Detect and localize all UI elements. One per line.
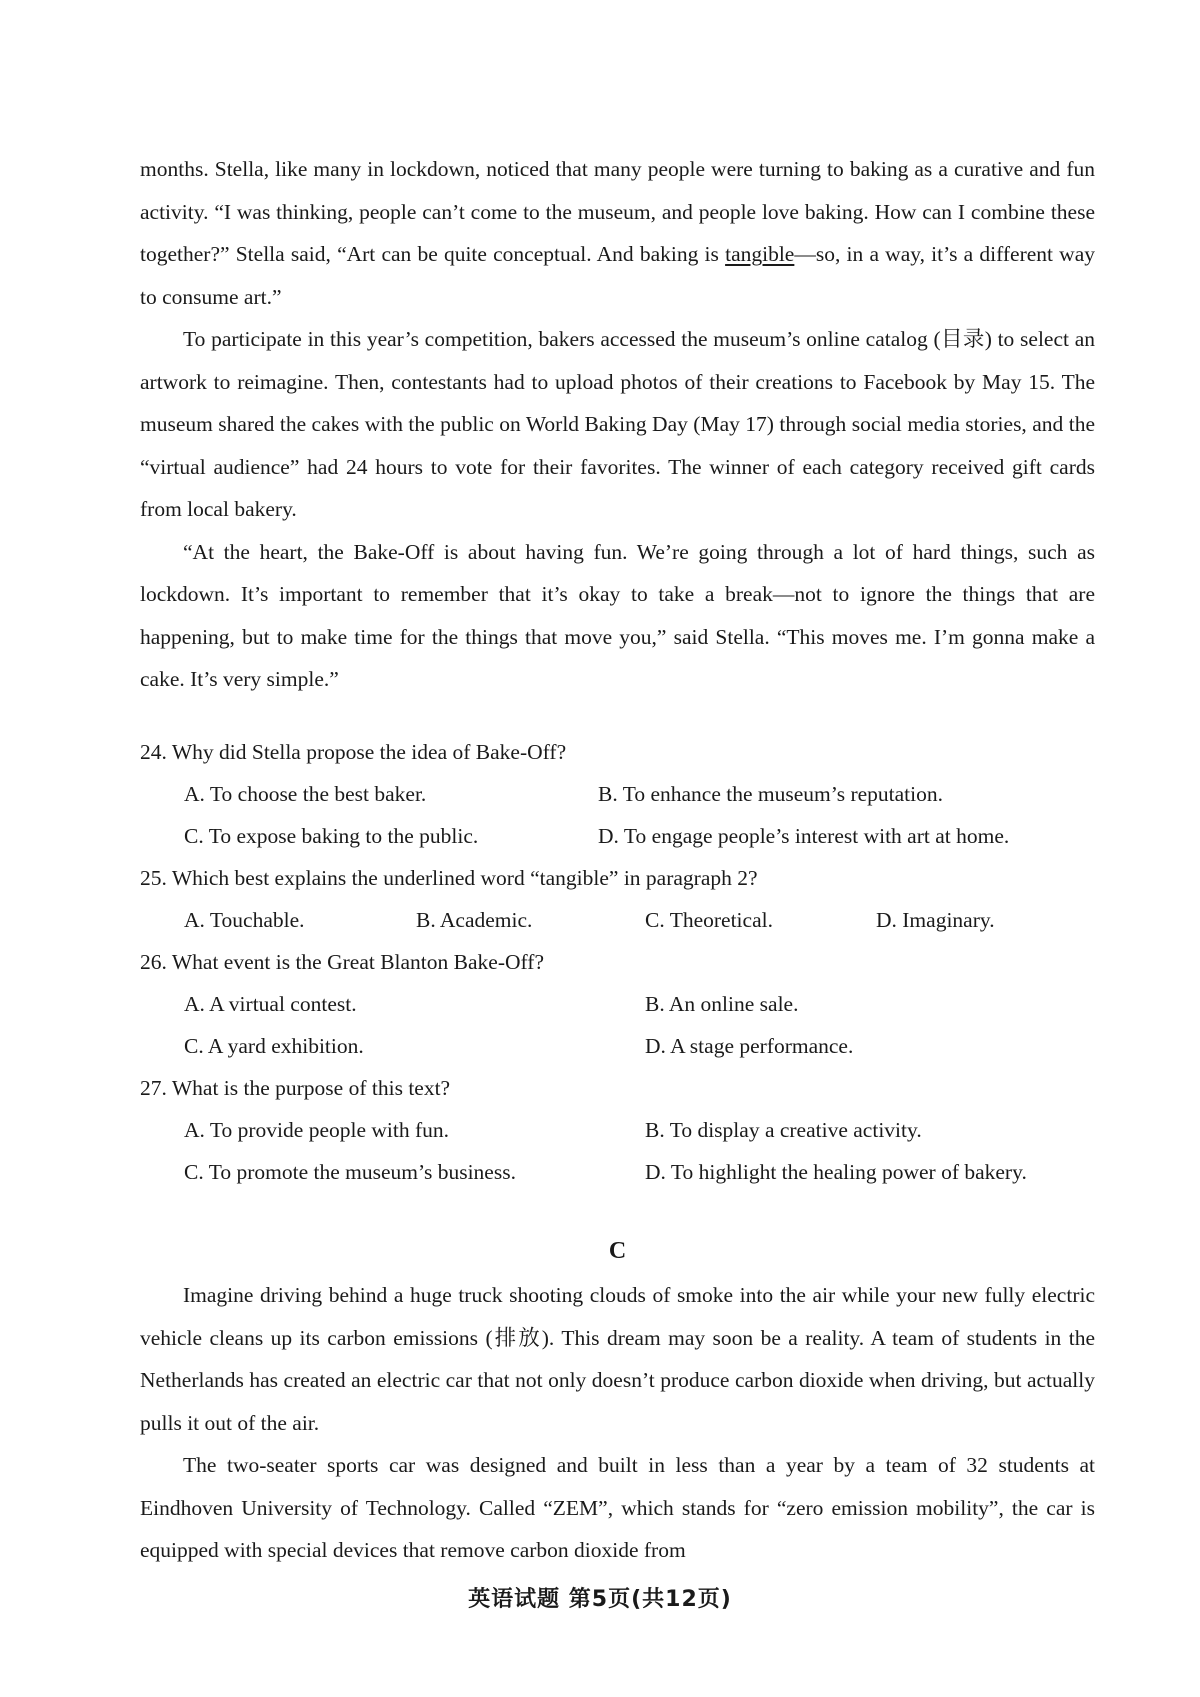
underlined-word: tangible (725, 242, 795, 266)
option-row (140, 773, 1100, 815)
section-title: C (608, 1238, 627, 1264)
option-a: A. Touchable. (184, 908, 305, 932)
option-row (140, 899, 1100, 941)
option-a: A. A virtual contest. (184, 992, 357, 1016)
passage-c-paragraph-2: The two-seater sports car was designed and built in less than a year by a team of 32 students at Eindhoven University of Technology. Called “ZEM”, which stands for “zero emission mobility”, the car is equipped with special devices that remove carbon dioxide from (140, 1453, 1095, 1562)
option-d: D. A stage performance. (645, 1034, 854, 1058)
option-b: B. To display a creative activity. (645, 1118, 922, 1142)
option-d: D. To highlight the healing power of bakery. (645, 1160, 1027, 1184)
option-row (140, 1025, 1100, 1067)
passage-paragraph-2: To participate in this year’s competition, bakers accessed the museum’s online catalog (目录) to select an artwork to reimagine. Then, contestants had to upload photos of their creations to Facebook by May 15. The museum shared the cakes with the public on World Baking Day (May 17) through social media stories, and the “virtual audience” had 24 hours to vote for their favorites. The winner of each category received gift cards from local bakery. (140, 327, 1095, 521)
option-b: B. An online sale. (645, 992, 799, 1016)
option-b: B. To enhance the museum’s reputation. (598, 782, 944, 806)
passage-c (140, 1230, 1095, 1572)
question-stem: 27. What is the purpose of this text? (140, 1076, 451, 1100)
passage-paragraph-1: months. Stella, like many in lockdown, noticed that many people were turning to baking as a curative and fun activity. “I was thinking, people can’t come to the museum, and people love baking. How can I combine these together?” Stella said, “Art can be quite conceptual. And baking is tangible—so, in a way, it’s a different way to consume art.” (140, 157, 1096, 309)
passage-b-text (140, 148, 1095, 701)
option-d: D. Imaginary. (876, 908, 995, 932)
option-b: B. Academic. (416, 908, 533, 932)
page-footer: 英语试题 第5页(共12页) (468, 1587, 732, 1612)
option-a: A. To provide people with fun. (184, 1118, 450, 1142)
question-stem: 24. Why did Stella propose the idea of Bake-Off? (140, 740, 567, 764)
question-stem: 25. Which best explains the underlined word “tangible” in paragraph 2? (140, 866, 758, 890)
option-row (140, 1151, 1100, 1193)
question-stem: 26. What event is the Great Blanton Bake-Off? (140, 950, 544, 974)
option-c: C. A yard exhibition. (184, 1034, 364, 1058)
option-a: A. To choose the best baker. (184, 782, 427, 806)
passage-paragraph-3: “At the heart, the Bake-Off is about having fun. We’re going through a lot of hard things, such as lockdown. It’s important to remember that it’s okay to take a break—not to ignore the things that are happening, but to make time for the things that move you,” said Stella. “This moves me. I’m gonna make a cake. It’s very simple.” (140, 539, 1095, 691)
option-c: C. Theoretical. (645, 908, 773, 932)
option-row (140, 815, 1100, 857)
option-c: C. To promote the museum’s business. (184, 1160, 516, 1184)
option-row (140, 983, 1100, 1025)
option-d: D. To engage people’s interest with art at home. (598, 824, 1010, 848)
option-row (140, 1109, 1100, 1151)
option-c: C. To expose baking to the public. (184, 824, 479, 848)
question-list (140, 731, 1100, 1193)
passage-c-paragraph-1: Imagine driving behind a huge truck shooting clouds of smoke into the air while your new fully electric vehicle cleans up its carbon emissions (排放). This dream may soon be a reality. A team of students in the Netherlands has created an electric car that not only doesn’t produce carbon dioxide when driving, but actually pulls it out of the air. (140, 1283, 1095, 1435)
